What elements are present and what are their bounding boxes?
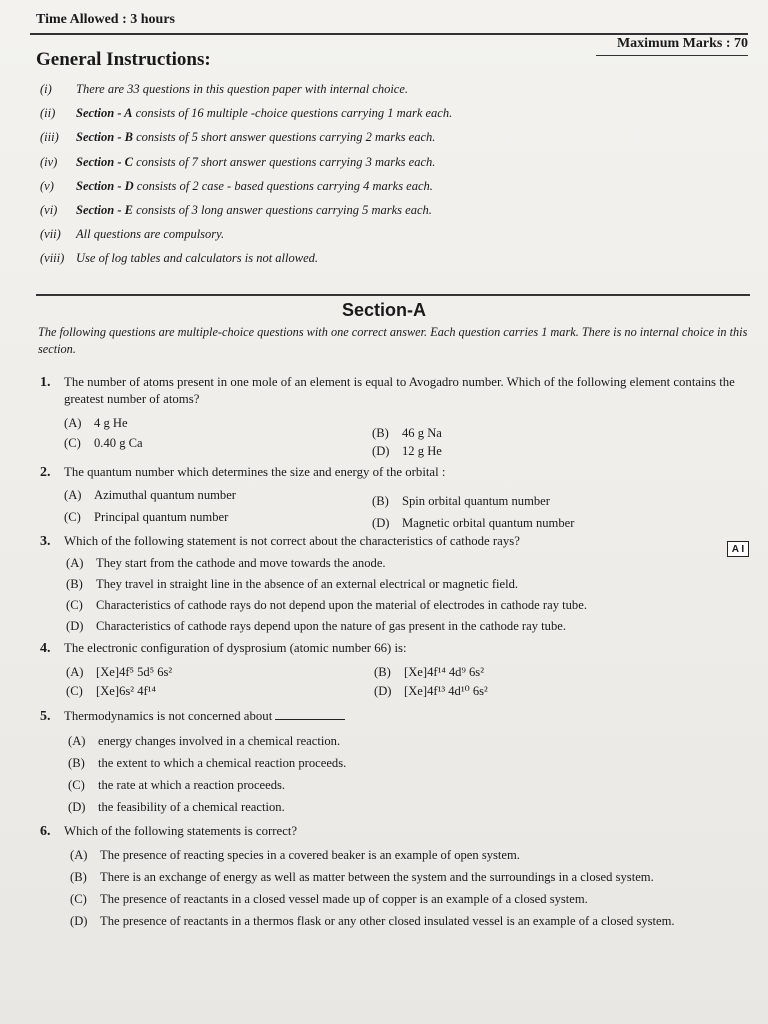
question-2: 2. The quantum number which determines the size and energy of the orbital : bbox=[40, 465, 446, 480]
q5-option-c: (C) the rate at which a reaction proceeds. bbox=[68, 778, 286, 792]
q2-option-d: (D) Magnetic orbital quantum number bbox=[372, 516, 575, 530]
q2-option-a: (A) Azimuthal quantum number bbox=[64, 488, 236, 502]
question-6: 6. Which of the following statements is correct? bbox=[40, 824, 298, 839]
maximum-marks: Maximum Marks : 70 bbox=[616, 36, 748, 51]
q1-option-c: (C) 0.40 g Ca bbox=[64, 436, 143, 450]
instruction-item: (vi) Section - E consists of 3 long answer questions carrying 5 marks each. bbox=[40, 202, 432, 217]
instruction-item: (iv) Section - C consists of 7 short answer questions carrying 3 marks each. bbox=[40, 154, 436, 169]
question-4: 4. The electronic configuration of dysprosium (atomic number 66) is: bbox=[40, 641, 407, 656]
q5-option-a: (A) energy changes involved in a chemical reaction. bbox=[68, 734, 341, 748]
q6-option-a: (A) The presence of reacting species in a covered beaker is an example of open system. bbox=[70, 848, 520, 862]
q1-option-b: (B) 46 g Na bbox=[372, 426, 442, 440]
q4-option-a: (A) [Xe]4f⁵ 5d⁵ 6s² bbox=[66, 665, 173, 679]
difficulty-badge: A I bbox=[727, 541, 749, 557]
question-1: 1. The number of atoms present in one mole of an element is equal to Avogadro number. Which of the following element contains the greatest number of atoms? bbox=[40, 375, 735, 406]
q3-option-b: (B) They travel in straight line in the absence of an external electrical or magnetic field. bbox=[66, 577, 519, 591]
q3-option-d: (D) Characteristics of cathode rays depend upon the nature of gas present in the cathode ray tube. bbox=[66, 619, 566, 633]
instruction-item: (v) Section - D consists of 2 case - based questions carrying 4 marks each. bbox=[40, 178, 433, 193]
q5-option-d: (D) the feasibility of a chemical reaction. bbox=[68, 800, 285, 814]
q6-option-b: (B) There is an exchange of energy as well as matter between the system and the surroundings in a closed system. bbox=[70, 870, 654, 884]
answer-blank bbox=[275, 709, 345, 720]
question-3: 3. Which of the following statement is not correct about the characteristics of cathode rays? bbox=[40, 534, 520, 549]
q3-option-a: (A) They start from the cathode and move towards the anode. bbox=[66, 556, 386, 570]
q1-option-a: (A) 4 g He bbox=[64, 416, 128, 430]
header-rule bbox=[30, 33, 748, 35]
general-instructions-title: General Instructions: bbox=[36, 49, 211, 70]
q6-option-d: (D) The presence of reactants in a thermos flask or any other closed insulated vessel is an example of a closed system. bbox=[70, 914, 675, 928]
q2-option-c: (C) Principal quantum number bbox=[64, 510, 229, 524]
time-allowed: Time Allowed : 3 hours bbox=[36, 12, 175, 27]
q1-option-d: (D) 12 g He bbox=[372, 444, 442, 458]
q3-option-c: (C) Characteristics of cathode rays do not depend upon the material of electrodes in cathode ray tube. bbox=[66, 598, 587, 612]
q6-option-c: (C) The presence of reactants in a closed vessel made up of copper is an example of a closed system. bbox=[70, 892, 588, 906]
instruction-item: (ii) Section - A consists of 16 multiple -choice questions carrying 1 mark each. bbox=[40, 106, 453, 121]
section-a-title: Section-A bbox=[341, 300, 426, 320]
q4-option-b: (B) [Xe]4f¹⁴ 4d⁹ 6s² bbox=[374, 665, 484, 679]
q2-option-b: (B) Spin orbital quantum number bbox=[372, 494, 550, 508]
q4-option-c: (C) [Xe]6s² 4f¹⁴ bbox=[66, 684, 156, 698]
instruction-item: (i) There are 33 questions in this question paper with internal choice. bbox=[40, 82, 409, 96]
section-a-intro: The following questions are multiple-choice questions with one correct answer. Each question carries 1 mark. There is no internal choice in this section. bbox=[38, 325, 748, 356]
q4-option-d: (D) [Xe]4f¹³ 4d¹⁰ 6s² bbox=[374, 684, 488, 698]
instructions-list bbox=[40, 82, 640, 276]
q5-option-b: (B) the extent to which a chemical reaction proceeds. bbox=[68, 756, 347, 770]
marks-underline bbox=[596, 55, 748, 56]
instruction-item: (viii) Use of log tables and calculators is not allowed. bbox=[40, 251, 319, 266]
instruction-item: (iii) Section - B consists of 5 short answer questions carrying 2 marks each. bbox=[40, 130, 436, 145]
section-rule bbox=[36, 294, 750, 296]
instruction-item: (vii) All questions are compulsory. bbox=[40, 227, 225, 242]
question-5: 5. Thermodynamics is not concerned about bbox=[40, 708, 754, 725]
